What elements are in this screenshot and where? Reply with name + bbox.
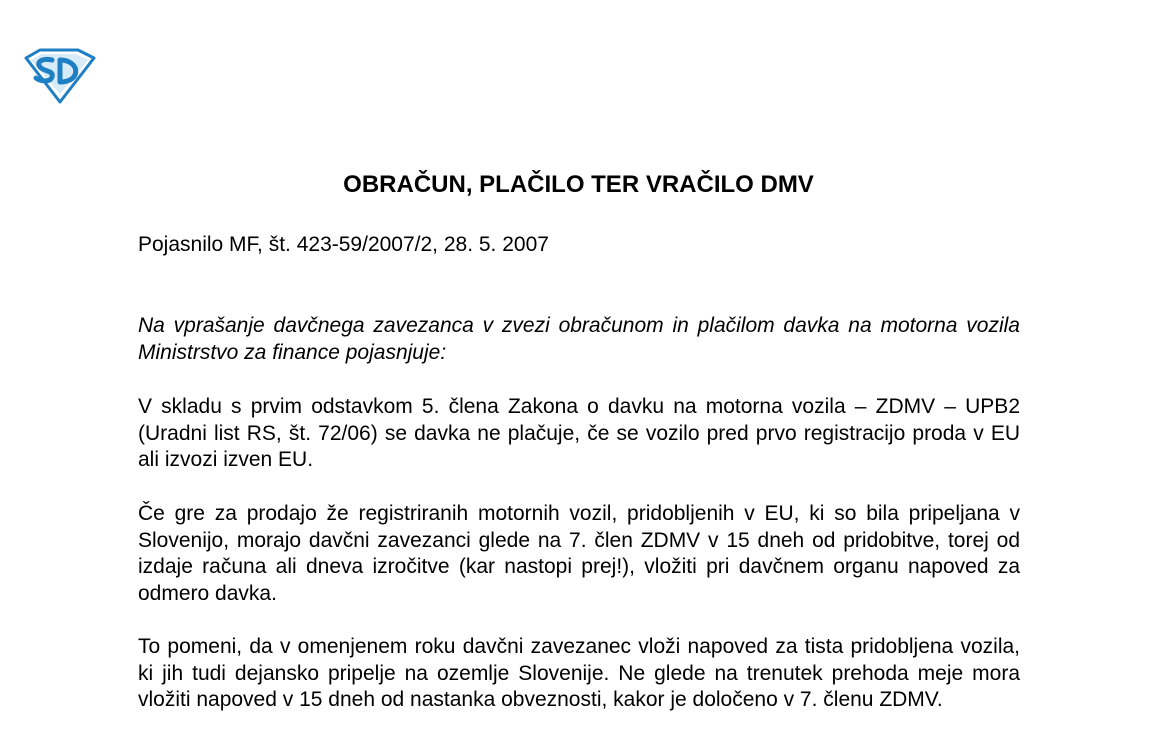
question-paragraph: Na vprašanje davčnega zavezanca v zvezi obračunom in plačilom davka na motorna vozila Ministrstvo za finance pojasnjuje: xyxy=(138,314,1020,364)
document-reference: Pojasnilo MF, št. 423-59/2007/2, 28. 5. 2007 xyxy=(138,233,549,256)
body-paragraph: V skladu s prvim odstavkom 5. člena Zakona o davku na motorna vozila – ZDMV – UPB2 (Uradni list RS, št. 72/06) se davka ne plačuje, če se vozilo pred prvo registracijo proda v EU ali izvozi izven EU. xyxy=(138,395,1020,471)
sd-logo-icon xyxy=(22,48,96,104)
body-paragraph: To pomeni, da v omenjenem roku davčni zavezanec vloži napoved za tista pridobljena vozila, ki jih tudi dejansko pripelje na ozemlje Slovenije. Ne glede na trenutek prehoda meje mora vložiti napoved v 15 dneh od nastanka obveznosti, kakor je določeno v 7. členu ZDMV. xyxy=(138,635,1020,711)
document-title: OBRAČUN, PLAČILO TER VRAČILO DMV xyxy=(343,171,814,198)
body-paragraph: Če gre za prodajo že registriranih motornih vozil, pridobljenih v EU, ki so bila pripeljana v Slovenijo, morajo davčni zavezanci glede na 7. člen ZDMV v 15 dneh od pridobitve, torej od izdaje računa ali dneva izročitve (kar nastopi prej!), vložiti pri davčnem organu napoved za odmero davka. xyxy=(138,502,1020,605)
